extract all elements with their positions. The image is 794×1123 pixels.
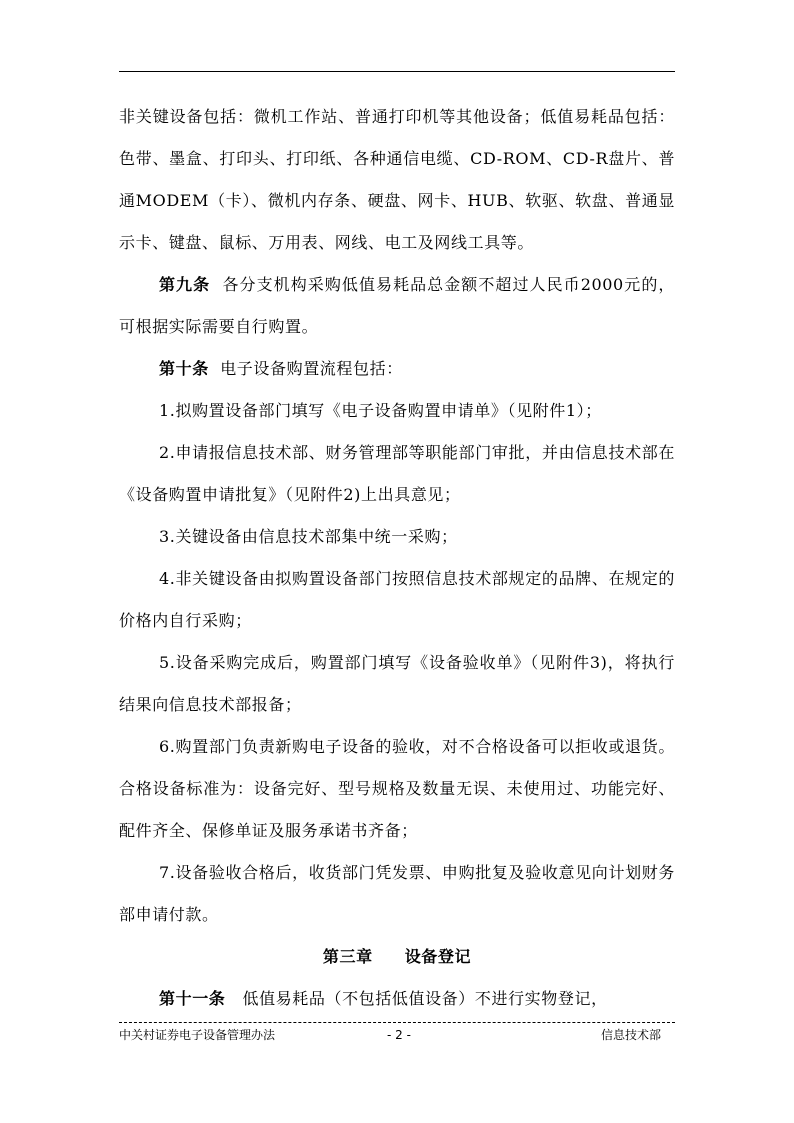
paragraph-device-list: 非关键设备包括：微机工作站、普通打印机等其他设备；低值易耗品包括：色带、墨盒、打印头、打印纸、各种通信电缆、CD-ROM、CD-R盘片、普通MODEM（卡）、微机内存条、硬盘、网卡、HUB、软驱、软盘、普通显示卡、键盘、鼠标、万用表、网线、电工及网线工具等。 bbox=[119, 107, 675, 252]
article-9-label: 第九条 bbox=[159, 275, 211, 294]
article-11 bbox=[119, 978, 675, 1020]
list-item-7: 7.设备验收合格后，收货部门凭发票、申购批复及验收意见向计划财务部申请付款。 bbox=[119, 863, 675, 924]
list-item-1: 1.拟购置设备部门填写《电子设备购置申请单》（见附件1）； bbox=[159, 401, 602, 420]
list-item-4: 4.非关键设备由拟购置设备部门按照信息技术部规定的品牌、在规定的价格内自行采购； bbox=[119, 569, 675, 630]
article-10 bbox=[119, 348, 675, 390]
header-rule bbox=[119, 71, 675, 72]
footer-doc-title: 中关村证券电子设备管理办法 bbox=[119, 1028, 276, 1042]
article-9 bbox=[119, 264, 675, 348]
list-item-2: 2.申请报信息技术部、财务管理部等职能部门审批，并由信息技术部在《设备购置申请批复》（见附件2)上出具意见； bbox=[119, 443, 675, 504]
article-11-text: 低值易耗品（不包括低值设备）不进行实物登记， bbox=[242, 989, 608, 1008]
chapter-number: 第三章 bbox=[322, 947, 373, 966]
page-footer bbox=[119, 1026, 675, 1046]
list-item-3: 3.关键设备由信息技术部集中统一采购； bbox=[159, 527, 458, 546]
article-9-text: 各分支机构采购低值易耗品总金额不超过人民币2000元的，可根据实际需要自行购置。 bbox=[119, 275, 675, 336]
footer-page-number: - 2 - bbox=[387, 1028, 411, 1042]
chapter-title: 设备登记 bbox=[404, 947, 472, 966]
chapter-heading bbox=[119, 936, 675, 978]
document-body bbox=[119, 96, 675, 1020]
footer-department: 信息技术部 bbox=[600, 1028, 661, 1042]
article-10-text: 电子设备购置流程包括： bbox=[220, 359, 403, 378]
article-10-label: 第十条 bbox=[159, 359, 209, 378]
list-item-5: 5.设备采购完成后，购置部门填写《设备验收单》（见附件3)，将执行结果向信息技术部报备； bbox=[119, 653, 675, 714]
footer-rule bbox=[119, 1022, 675, 1023]
article-11-label: 第十一条 bbox=[159, 989, 226, 1008]
list-item-6: 6.购置部门负责新购电子设备的验收，对不合格设备可以拒收或退货。合格设备标准为：设备完好、型号规格及数量无误、未使用过、功能完好、配件齐全、保修单证及服务承诺书齐备； bbox=[119, 737, 675, 840]
